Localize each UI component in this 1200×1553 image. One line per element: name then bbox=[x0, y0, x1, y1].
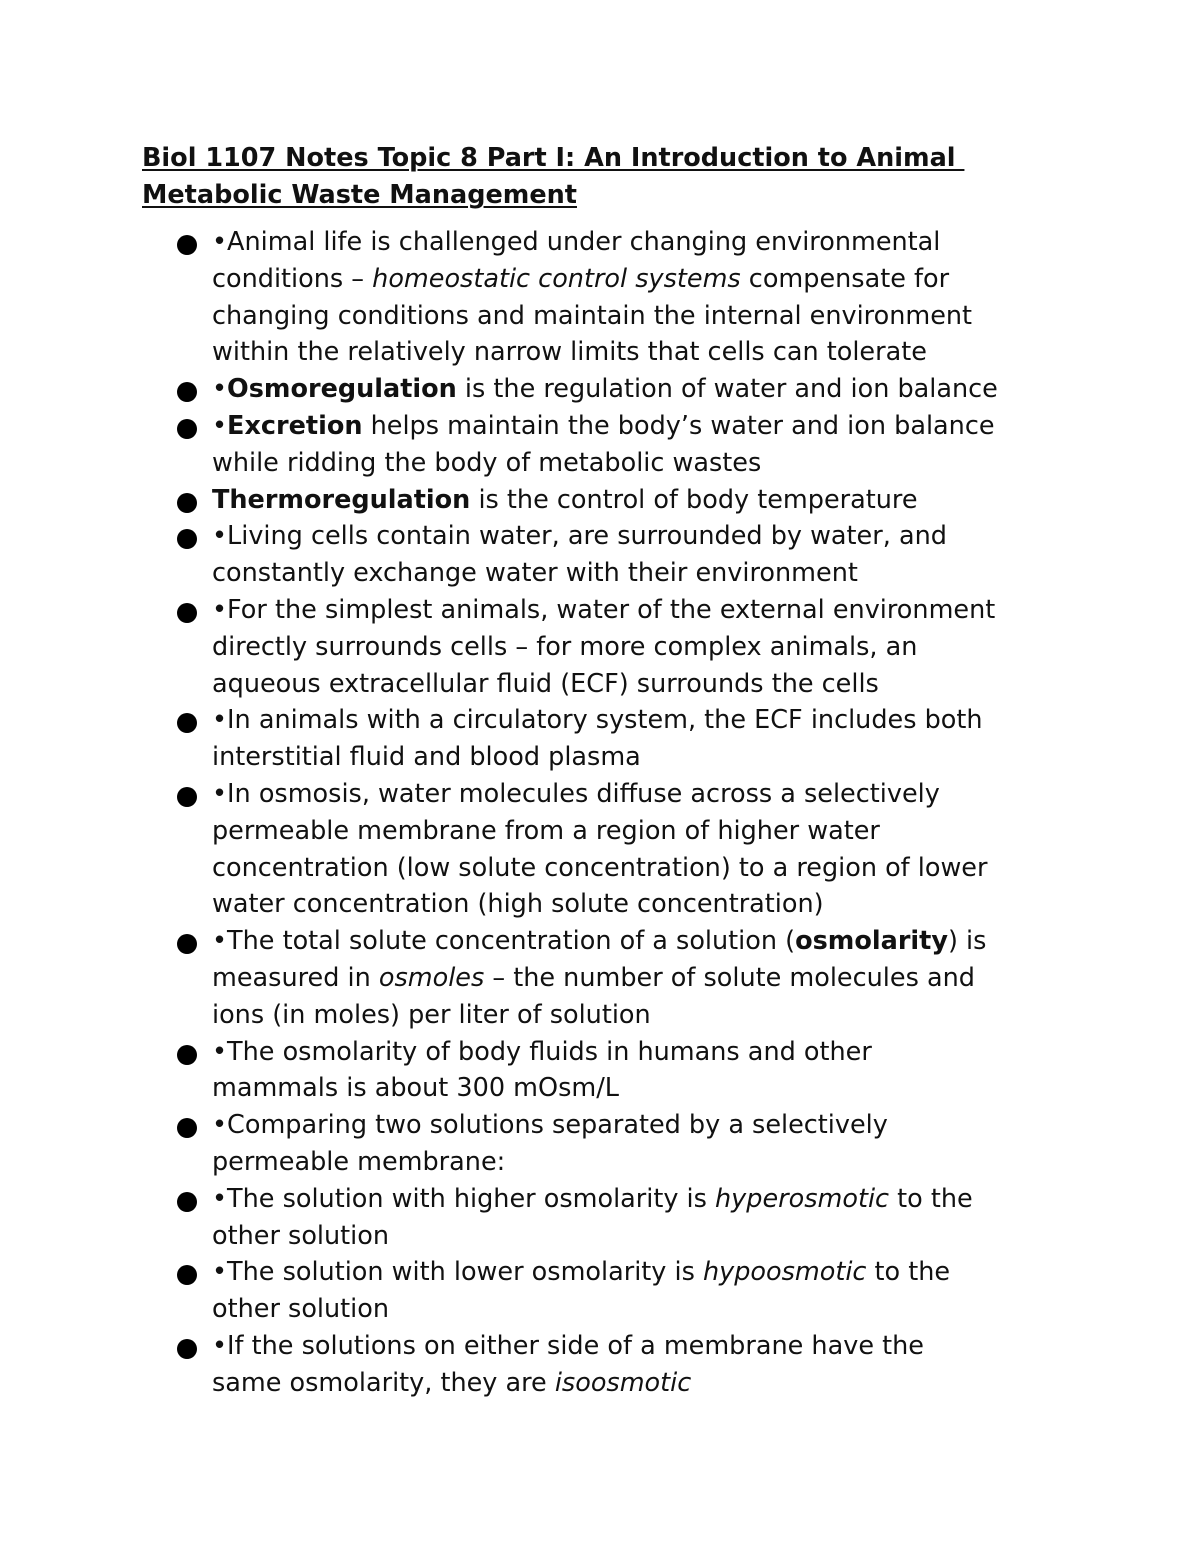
bullet-text-line bbox=[212, 482, 1112, 519]
text-run: directly surrounds cells – for more complex animals, an bbox=[212, 631, 918, 662]
bold-term: Excretion bbox=[227, 410, 363, 441]
bullet-dot-icon bbox=[177, 1339, 197, 1359]
text-run: measured in bbox=[212, 962, 379, 993]
bullet-text-line bbox=[212, 592, 1112, 629]
bullet-text-line bbox=[212, 850, 1112, 887]
text-run: compensate for bbox=[740, 263, 950, 294]
bullet-text-line bbox=[212, 923, 1112, 960]
text-run: mammals is about 300 mOsm/L bbox=[212, 1073, 620, 1104]
bullet-dot-icon bbox=[177, 1118, 197, 1138]
text-run: other solution bbox=[212, 1294, 390, 1325]
text-run: same osmolarity, they are bbox=[212, 1367, 555, 1398]
bullet-text-line bbox=[212, 1218, 1112, 1255]
text-run: while ridding the body of metabolic wastes bbox=[212, 447, 762, 478]
bullet-item bbox=[0, 592, 1112, 702]
bullet-dot-icon bbox=[177, 1045, 197, 1065]
text-run: permeable membrane from a region of higher water bbox=[212, 815, 880, 846]
bullet-dot-icon bbox=[177, 787, 197, 807]
text-run: •The osmolarity of body fluids in humans and other bbox=[212, 1036, 872, 1067]
bold-term: Thermoregulation bbox=[212, 484, 471, 515]
bullet-text-line bbox=[212, 1107, 1112, 1144]
text-run: •The solution with higher osmolarity is bbox=[212, 1183, 716, 1214]
bullet-text-line bbox=[212, 1254, 1112, 1291]
bullet-dot-icon bbox=[177, 713, 197, 733]
bullet-dot-icon bbox=[177, 934, 197, 954]
text-run: •If the solutions on either side of a membrane have the bbox=[212, 1330, 924, 1361]
text-run: – the number of solute molecules and bbox=[484, 962, 975, 993]
bullet-text-line bbox=[212, 1181, 1112, 1218]
text-run: concentration (low solute concentration) to a region of lower bbox=[212, 852, 988, 883]
bullet-text-line bbox=[212, 960, 1112, 997]
text-run: interstitial fluid and blood plasma bbox=[212, 742, 641, 773]
bullet-dot-icon bbox=[177, 529, 197, 549]
text-run: •Comparing two solutions separated by a selectively bbox=[212, 1110, 888, 1141]
bullet-item bbox=[0, 1328, 1112, 1402]
bullet-text-line bbox=[212, 555, 1112, 592]
text-run: helps maintain the body’s water and ion balance bbox=[362, 410, 995, 441]
bullet-text-line bbox=[212, 666, 1112, 703]
bullet-item bbox=[0, 1254, 1112, 1328]
text-run: conditions – bbox=[212, 263, 373, 294]
title-line: Metabolic Waste Management bbox=[142, 179, 577, 210]
bullet-dot-icon bbox=[177, 382, 197, 402]
text-run: ions (in moles) per liter of solution bbox=[212, 999, 651, 1030]
bullet-dot-icon bbox=[177, 1192, 197, 1212]
text-run: water concentration (high solute concentration) bbox=[212, 889, 824, 920]
bullet-dot-icon bbox=[177, 419, 197, 439]
bullet-text-line bbox=[212, 776, 1112, 813]
text-run: is the control of body temperature bbox=[470, 484, 918, 515]
bullet-text-line bbox=[212, 629, 1112, 666]
bullet-item bbox=[0, 702, 1112, 776]
bullet-text-line bbox=[212, 997, 1112, 1034]
italic-term: isoosmotic bbox=[554, 1367, 692, 1398]
title-line: Biol 1107 Notes Topic 8 Part I: An Introduction to Animal bbox=[142, 143, 965, 173]
bullet-text-line bbox=[212, 1144, 1112, 1181]
text-run: •For the simplest animals, water of the external environment bbox=[212, 594, 996, 625]
bullet-item bbox=[0, 1034, 1112, 1108]
text-run: •Living cells contain water, are surrounded by water, and bbox=[212, 521, 947, 552]
text-run: to the bbox=[866, 1257, 951, 1288]
bold-term: Osmoregulation bbox=[227, 374, 457, 405]
bullet-item bbox=[0, 482, 1112, 519]
bullet-item bbox=[0, 1107, 1112, 1181]
text-run: • bbox=[212, 410, 228, 441]
italic-term: hyperosmotic bbox=[715, 1183, 890, 1214]
bullet-list bbox=[0, 224, 1200, 1402]
bullet-text-line bbox=[212, 298, 1112, 335]
bullet-text-line bbox=[212, 702, 1112, 739]
bullet-text-line bbox=[212, 334, 1112, 371]
document-title bbox=[142, 140, 1102, 214]
bullet-dot-icon bbox=[177, 603, 197, 623]
bullet-text-line bbox=[212, 1328, 1112, 1365]
bullet-item bbox=[0, 371, 1112, 408]
italic-term: hypoosmotic bbox=[702, 1257, 867, 1288]
bullet-text-line bbox=[212, 261, 1112, 298]
text-run: •The solution with lower osmolarity is bbox=[212, 1257, 703, 1288]
bullet-text-line bbox=[212, 1291, 1112, 1328]
bullet-text-line bbox=[212, 518, 1112, 555]
italic-term: osmoles bbox=[378, 962, 485, 993]
bullet-text-line bbox=[212, 886, 1112, 923]
bullet-item bbox=[0, 408, 1112, 482]
text-run: aqueous extracellular fluid (ECF) surrounds the cells bbox=[212, 668, 879, 699]
bullet-text-line bbox=[212, 813, 1112, 850]
bullet-text-line bbox=[212, 445, 1112, 482]
text-run: changing conditions and maintain the internal environment bbox=[212, 300, 973, 331]
text-run: other solution bbox=[212, 1220, 390, 1251]
bullet-text-line bbox=[212, 224, 1112, 261]
bullet-item bbox=[0, 1181, 1112, 1255]
bullet-dot-icon bbox=[177, 493, 197, 513]
bullet-item bbox=[0, 518, 1112, 592]
bullet-item bbox=[0, 923, 1112, 1033]
bullet-text-line bbox=[212, 408, 1112, 445]
bullet-item bbox=[0, 776, 1112, 923]
italic-term: homeostatic control systems bbox=[372, 263, 741, 294]
text-run: to the bbox=[889, 1183, 973, 1214]
bullet-dot-icon bbox=[177, 1265, 197, 1285]
bullet-text-line bbox=[212, 371, 1112, 408]
text-run: •The total solute concentration of a solution ( bbox=[212, 926, 796, 957]
text-run: • bbox=[212, 374, 228, 405]
bullet-text-line bbox=[212, 1365, 1112, 1402]
bullet-text-line bbox=[212, 1070, 1112, 1107]
text-run: •Animal life is challenged under changing environmental bbox=[212, 227, 941, 257]
text-run: ) is bbox=[947, 926, 987, 957]
text-run: constantly exchange water with their environment bbox=[212, 558, 858, 589]
text-run: within the relatively narrow limits that cells can tolerate bbox=[212, 337, 927, 368]
bold-term: osmolarity bbox=[795, 926, 948, 957]
text-run: •In osmosis, water molecules diffuse across a selectively bbox=[212, 778, 940, 809]
bullet-dot-icon bbox=[177, 235, 197, 255]
bullet-text-line bbox=[212, 739, 1112, 776]
bullet-text-line bbox=[212, 1034, 1112, 1071]
bullet-item bbox=[0, 224, 1112, 371]
text-run: permeable membrane: bbox=[212, 1146, 506, 1177]
text-run: is the regulation of water and ion balance bbox=[456, 374, 998, 405]
text-run: •In animals with a circulatory system, the ECF includes both bbox=[212, 705, 983, 736]
